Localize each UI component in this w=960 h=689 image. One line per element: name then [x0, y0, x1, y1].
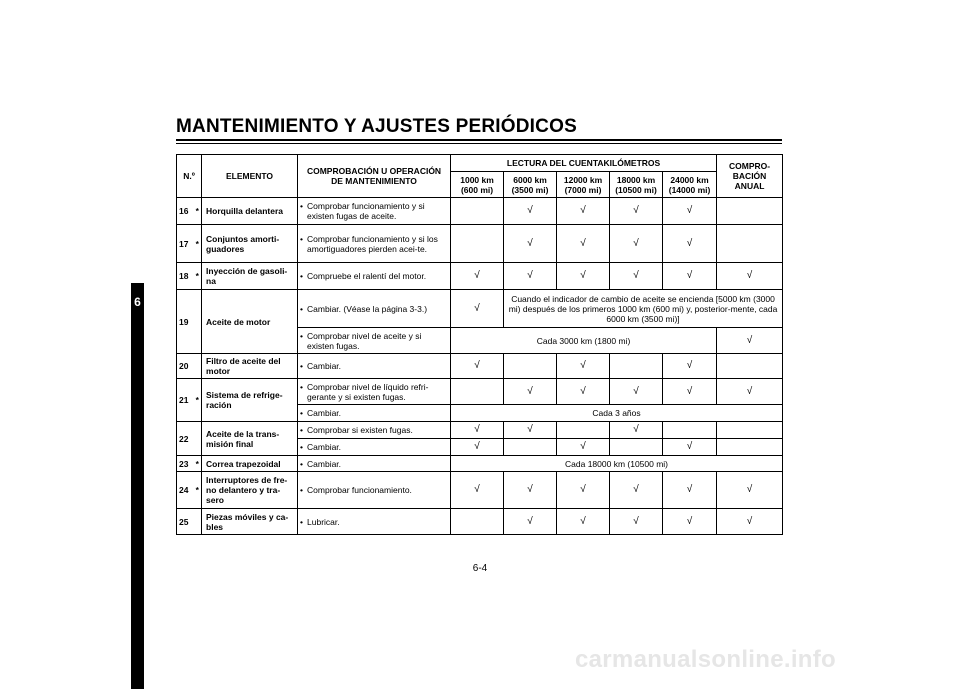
check-mark: √ [557, 198, 610, 225]
row-star [194, 422, 202, 456]
check-mark: √ [557, 509, 610, 535]
check-mark: √ [504, 379, 557, 405]
row-item: Correa trapezoidal [202, 456, 298, 472]
row-number: 22 [177, 422, 194, 456]
header-interval: 12000 km (7000 mi) [557, 172, 610, 198]
row-star [194, 509, 202, 535]
header-odometer: LECTURA DEL CUENTAKILÓMETROS [451, 155, 717, 172]
check-mark: √ [610, 379, 663, 405]
check-mark: √ [557, 263, 610, 290]
row-item: Interruptores de fre-no delantero y tra-sero [202, 472, 298, 509]
row-number: 16 [177, 198, 194, 225]
check-mark: √ [663, 198, 717, 225]
check-mark: √ [451, 439, 504, 456]
row-star: * [194, 225, 202, 263]
table-row [177, 422, 783, 439]
header-interval: 18000 km (10500 mi) [610, 172, 663, 198]
row-number: 24 [177, 472, 194, 509]
row-number: 21 [177, 379, 194, 422]
check-mark: √ [557, 354, 610, 379]
header-no: N.º [177, 155, 202, 198]
check-mark: √ [451, 422, 504, 439]
row-number: 18 [177, 263, 194, 290]
page-title: MANTENIMIENTO Y AJUSTES PERIÓDICOS [176, 116, 577, 137]
row-operation: • Comprobar funcionamiento y si los amortiguadores pierden acei-te. [298, 225, 451, 263]
check-mark: √ [717, 263, 783, 290]
row-item: Conjuntos amorti-guadores [202, 225, 298, 263]
check-mark: √ [663, 509, 717, 535]
chapter-number: 6 [134, 295, 141, 309]
row-star [194, 290, 202, 354]
check-mark: √ [451, 354, 504, 379]
row-star: * [194, 263, 202, 290]
table-row [177, 456, 783, 472]
check-mark: √ [717, 509, 783, 535]
check-mark: √ [717, 379, 783, 405]
row-operation: • Cambiar. [298, 354, 451, 379]
chapter-tab [131, 283, 144, 689]
check-mark: √ [717, 328, 783, 354]
interval-note: Cada 3 años [451, 405, 783, 422]
row-item: Filtro de aceite del motor [202, 354, 298, 379]
row-star [194, 354, 202, 379]
page-number: 6-4 [472, 563, 488, 574]
check-mark: √ [504, 263, 557, 290]
row-item: Piezas móviles y ca-bles [202, 509, 298, 535]
header-interval: 1000 km (600 mi) [451, 172, 504, 198]
row-item: Aceite de motor [202, 290, 298, 354]
check-mark: √ [610, 198, 663, 225]
check-mark: √ [557, 379, 610, 405]
header-operation: COMPROBACIÓN U OPERACIÓN DE MANTENIMIENTO [298, 155, 451, 198]
check-mark: √ [451, 472, 504, 509]
row-star: * [194, 472, 202, 509]
row-operation: • Comprobar funcionamiento. [298, 472, 451, 509]
row-item: Aceite de la trans-misión final [202, 422, 298, 456]
row-number: 17 [177, 225, 194, 263]
check-mark: √ [663, 379, 717, 405]
title-rule [176, 139, 782, 141]
table-row [177, 354, 783, 379]
header-interval: 24000 km (14000 mi) [663, 172, 717, 198]
maintenance-table [176, 154, 783, 535]
header-annual: COMPRO-BACIÓN ANUAL [717, 155, 783, 198]
header-item: ELEMENTO [202, 155, 298, 198]
check-mark: √ [451, 263, 504, 290]
row-operation: • Cambiar. [298, 439, 451, 456]
check-mark: √ [504, 422, 557, 439]
check-mark: √ [504, 225, 557, 263]
table-row [177, 225, 783, 263]
row-operation: • Cambiar. [298, 405, 451, 422]
row-operation: • Cambiar. [298, 456, 451, 472]
row-number: 23 [177, 456, 194, 472]
check-mark: √ [610, 422, 663, 439]
check-mark: √ [663, 472, 717, 509]
footer-watermark[interactable]: carmanualsonline.info [575, 646, 837, 673]
row-number: 25 [177, 509, 194, 535]
row-operation: • Comprobar si existen fugas. [298, 422, 451, 439]
row-operation: • Cambiar. (Véase la página 3-3.) [298, 290, 451, 328]
row-operation: • Compruebe el ralentí del motor. [298, 263, 451, 290]
check-mark: √ [451, 290, 504, 328]
check-mark: √ [610, 509, 663, 535]
table-row [177, 472, 783, 509]
row-star: * [194, 456, 202, 472]
check-mark: √ [610, 263, 663, 290]
row-star: * [194, 198, 202, 225]
header-interval: 6000 km (3500 mi) [504, 172, 557, 198]
check-mark: √ [717, 472, 783, 509]
check-mark: √ [504, 472, 557, 509]
check-mark: √ [610, 225, 663, 263]
check-mark: √ [557, 225, 610, 263]
interval-note: Cuando el indicador de cambio de aceite se encienda [5000 km (3000 mi) después de los primeros 1000 km (600 mi) y, posterior-mente, cada 6000 km (3500 mi)] [504, 290, 783, 328]
row-item: Horquilla delantera [202, 198, 298, 225]
row-star: * [194, 379, 202, 422]
check-mark: √ [663, 439, 717, 456]
check-mark: √ [610, 472, 663, 509]
row-number: 20 [177, 354, 194, 379]
check-mark: √ [557, 472, 610, 509]
check-mark: √ [504, 509, 557, 535]
row-operation: • Lubricar. [298, 509, 451, 535]
table-row [177, 379, 783, 405]
check-mark: √ [663, 263, 717, 290]
row-item: Sistema de refrige-ración [202, 379, 298, 422]
interval-note: Cada 3000 km (1800 mi) [451, 328, 717, 354]
table-row [177, 263, 783, 290]
table-row [177, 509, 783, 535]
check-mark: √ [504, 198, 557, 225]
interval-note: Cada 18000 km (10500 mi) [451, 456, 783, 472]
table-row [177, 198, 783, 225]
row-operation: • Comprobar nivel de aceite y si existen fugas. [298, 328, 451, 354]
row-operation: • Comprobar funcionamiento y si existen fugas de aceite. [298, 198, 451, 225]
row-item: Inyección de gasoli-na [202, 263, 298, 290]
table-row [177, 290, 783, 328]
check-mark: √ [663, 225, 717, 263]
title-rule-thin [176, 143, 782, 144]
row-number: 19 [177, 290, 194, 354]
check-mark: √ [557, 439, 610, 456]
check-mark: √ [663, 354, 717, 379]
row-operation: • Comprobar nivel de líquido refri-gerante y si existen fugas. [298, 379, 451, 405]
